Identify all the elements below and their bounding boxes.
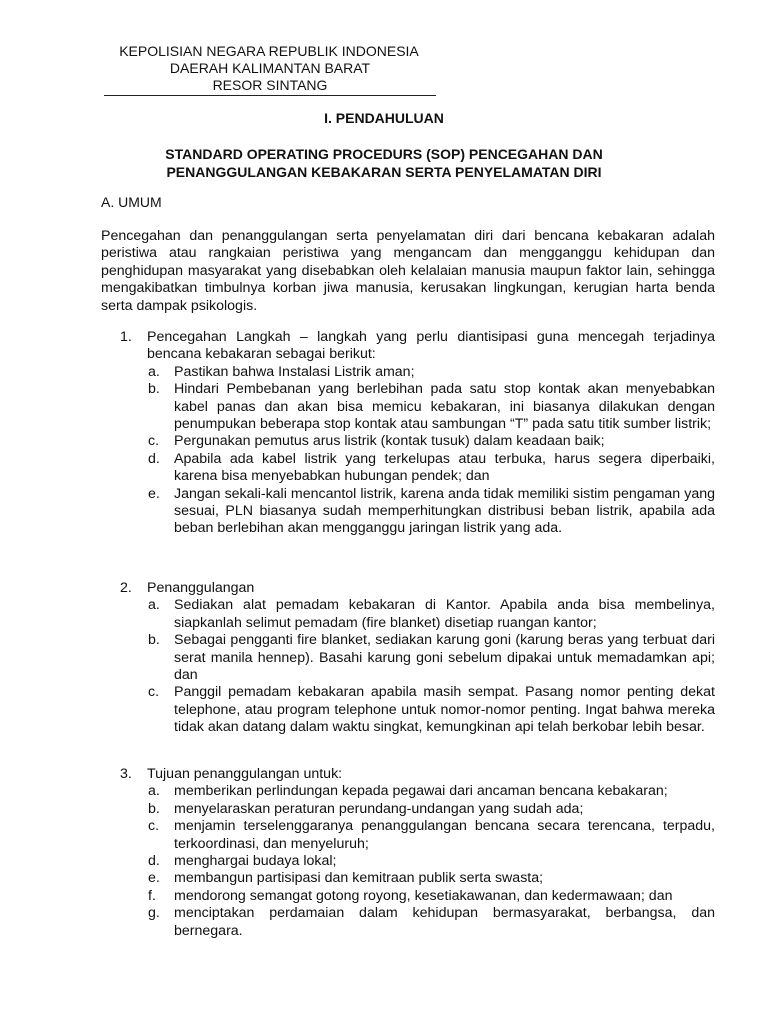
sub-item-letter: e. (148, 485, 160, 502)
sub-item (148, 632, 715, 684)
sub-item (148, 887, 715, 905)
sub-item-letter: c. (148, 684, 160, 701)
sub-item-letter: c. (148, 818, 160, 835)
sub-item-text: menjamin terselenggaranya penanggulangan bencana secara terencana, terpadu, terkoordinasi, dan menyeluruh; (174, 818, 715, 852)
sub-item-letter: b. (148, 381, 160, 398)
sub-item-letter: f. (148, 887, 156, 904)
list-item-3 (101, 766, 715, 940)
document-title-line-2: PENANGGULANGAN KEBAKARAN SERTA PENYELAMATAN DIRI (166, 163, 602, 180)
document-title (60, 146, 708, 181)
sub-item-letter: b. (148, 632, 160, 649)
sub-item-text: Sediakan alat pemadam kebakaran di Kantor. Apabila anda bisa membelinya, siapkanlah selimut pemadam (fire blanket) disetiap ruangan kantor; (174, 597, 715, 631)
sub-item (148, 684, 715, 736)
sub-item (148, 450, 715, 486)
letterhead-line-2: DAERAH KALIMANTAN BARAT (169, 60, 371, 76)
sub-item-letter: d. (148, 853, 160, 870)
sub-item-letter: a. (148, 363, 160, 380)
list-number: 3. (120, 766, 132, 782)
sub-item (148, 597, 715, 632)
sub-item (148, 870, 715, 887)
sub-item-letter: d. (148, 450, 160, 467)
sub-item-letter: a. (148, 783, 160, 800)
sub-item-text: menghargai budaya lokal; (174, 853, 337, 870)
sub-item (148, 381, 715, 433)
sub-item-text: Jangan sekali-kali mencantol listrik, karena anda tidak memiliki sistim pengaman yang sesuai, PLN biasanya sudah memperhitungkan distribusi beban listrik, apabila ada beban berlebihan akan mengganggu jaringan listrik yang ada. (174, 485, 715, 537)
sub-item-letter: c. (148, 433, 160, 450)
sub-item-text: Sebagai pengganti fire blanket, sediakan karung goni (karung beras yang terbuat dari serat manila hennep). Basahi karung goni sebelum dipakai untuk memadamkan api; dan (174, 632, 715, 684)
sub-item-text: membangun partisipasi dan kemitraan publik serta swasta; (174, 870, 544, 887)
sub-item (148, 800, 715, 818)
sub-item-letter: b. (148, 800, 160, 817)
letterhead-line-3: RESOR SINTANG (212, 77, 328, 93)
section-title: I. PENDAHULUAN (324, 110, 444, 126)
list-heading: Tujuan penanggulangan untuk: (147, 766, 343, 782)
document-title-line-1: STANDARD OPERATING PROCEDURS (SOP) PENCEGAHAN DAN (165, 146, 603, 162)
list-heading: Penanggulangan (147, 580, 255, 596)
sub-item (148, 485, 715, 538)
sub-item-text: Pastikan bahwa Instalasi Listrik aman; (174, 363, 415, 380)
sub-item-letter: g. (148, 905, 160, 922)
list-heading: Pencegahan Langkah – langkah yang perlu diantisipasi guna mencegah terjadinya bencana kebakaran sebagai berikut: (147, 329, 715, 363)
list-number: 1. (120, 329, 132, 345)
subheading: A. UMUM (101, 194, 162, 210)
sub-item-text: Apabila ada kabel listrik yang terkelupas atau terbuka, harus segera diperbaiki, karena bisa menyebabkan hubungan pendek; dan (174, 450, 715, 485)
letterhead-rule (104, 95, 436, 96)
sub-item (148, 783, 715, 800)
letterhead (104, 43, 436, 96)
sub-item-text: menyelaraskan peraturan perundang-undangan yang sudah ada; (174, 800, 584, 817)
sub-item (148, 433, 715, 450)
sub-item (148, 818, 715, 853)
sub-item-text: Hindari Pembebanan yang berlebihan pada satu stop kontak akan menyebabkan kabel panas dan akan bisa memicu kebakaran, ini biasanya dilakukan dengan penumpukan beberapa stop kontak atau sambungan “T” pada satu titik sumber listrik; (174, 381, 715, 433)
list-number: 2. (120, 580, 132, 596)
sub-item (148, 363, 715, 381)
sub-item-text: Panggil pemadam kebakaran apabila masih sempat. Pasang nomor penting dekat telephone, atau program telephone untuk nomor-nomor penting. Ingat bahwa mereka tidak akan datang dalam waktu singkat, kemungkinan api telah berkobar lebih besar. (174, 684, 715, 736)
sub-item-text: menciptakan perdamaian dalam kehidupan bermasyarakat, berbangsa, dan bernegara. (174, 905, 715, 939)
sub-item-text: Pergunakan pemutus arus listrik (kontak tusuk) dalam keadaan baik; (174, 433, 605, 450)
letterhead-line-1: KEPOLISIAN NEGARA REPUBLIK INDONESIA (119, 43, 419, 59)
intro-paragraph: Pencegahan dan penanggulangan serta penyelamatan diri dari bencana kebakaran adalah peristiwa atau rangkaian peristiwa yang mengancam dan mengganggu kehidupan dan penghidupan masyarakat yang disebabkan oleh kelalaian manusia maupun faktor lain, sehingga mengakibatkan timbulnya korban jiwa manusia, kerusakan lingkungan, kerugian harta benda serta dampak psikologis. (101, 228, 715, 314)
sub-item-letter: e. (148, 870, 160, 887)
sub-item-text: memberikan perlindungan kepada pegawai dari ancaman bencana kebakaran; (174, 783, 668, 800)
sub-item (148, 905, 715, 940)
sub-item (148, 853, 715, 870)
list-item-2 (101, 580, 715, 737)
list-item-1 (101, 329, 715, 538)
sub-item-text: mendorong semangat gotong royong, kesetiakawanan, dan kedermawaan; dan (174, 887, 673, 904)
sub-item-letter: a. (148, 597, 160, 614)
